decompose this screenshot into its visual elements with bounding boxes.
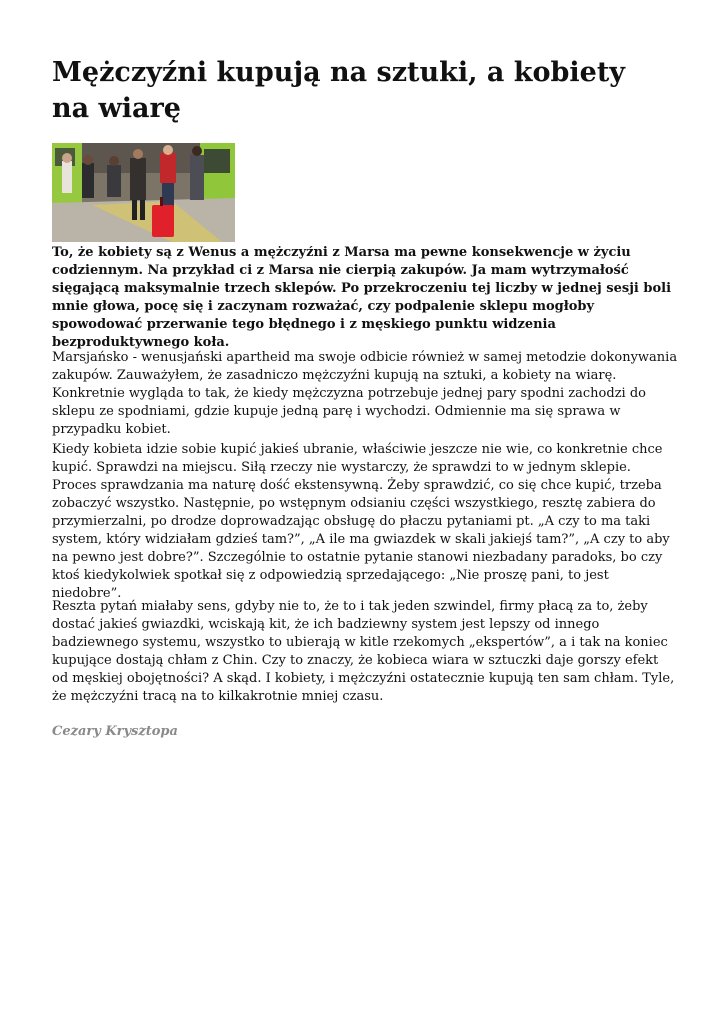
article-paragraph: Kiedy kobieta idzie sobie kupić jakieś ubranie, właściwie jeszcze nie wie, co konkretnie chce kupić. Sprawdzi na miejscu. Siłą rzeczy nie wystarczy, że sprawdzi to w jednym sklepie. Proces sprawdzania ma naturę dość ekstensywną. Żeby sprawdzić, co się chce kupić, trzeba zobaczyć wszystko. Następnie, po wstępnym odsianiu części wszystkiego, resztę zabiera do przymierzalni, po drodze doprowadzając obsługę do płaczu pytaniami pt. „A czy to ma taki system, który widziałam gdzieś tam?”, „A ile ma gwiazdek w skali jakiejś tam?”, „A czy to aby na pewno jest dobre?”. Szczególnie to ostatnie pytanie stanowi niezbadany paradoks, bo czy ktoś kiedykolwiek spotkał się z odpowiedzią sprzedającego: „Nie proszę pani, to jest niedobre”. (52, 442, 670, 601)
article-paragraph: Marsjańsko - wenusjański apartheid ma swoje odbicie również w samej metodzie dokonywania zakupów. Zauważyłem, że zasadniczo mężczyźni kupują na sztuki, a kobiety na wiarę. Konkretnie wygląda to tak, że kiedy mężczyzna potrzebuje jednej pary spodni zachodzi do sklepu ze spodniami, gdzie kupuje jedną parę i wychodzi. Odmiennie ma się sprawa w przypadku kobiet. (52, 350, 678, 437)
article-photo (52, 143, 235, 242)
article-title: Mężczyźni kupują na sztuki, a kobiety na wiarę (52, 57, 625, 124)
article-lead: To, że kobiety są z Wenus a mężczyźni z Marsa ma pewne konsekwencje w życiu codziennym. Na przykład ci z Marsa nie cierpią zakupów. Ja mam wytrzymałość sięgającą maksymalnie trzech sklepów. Po przekroczeniu tej liczby w jednej sesji boli mnie głowa, pocę się i zaczynam rozważać, czy podpalenie sklepu mogłoby spowodować przerwanie tego błędnego i z męskiego punktu widzenia bezproduktywnego koła. (52, 245, 672, 350)
article-paragraph: Reszta pytań miałaby sens, gdyby nie to, że to i tak jeden szwindel, firmy płacą za to, żeby dostać jakieś gwiazdki, wciskają kit, że ich badziewny system jest lepszy od innego badziewnego systemu, wszystko to ubierają w kitle rzekomych „ekspertów”, a i tak na koniec kupujące dostają chłam z Chin. Czy to znaczy, że kobieca wiara w sztuczki daje gorszy efekt od męskiej obojętności? A skąd. I kobiety, i mężczyźni ostatecznie kupują ten sam chłam. Tyle, że mężczyźni tracą na to kilkakrotnie mniej czasu. (52, 599, 675, 704)
author-name: Cezary Krysztopa (52, 724, 178, 739)
